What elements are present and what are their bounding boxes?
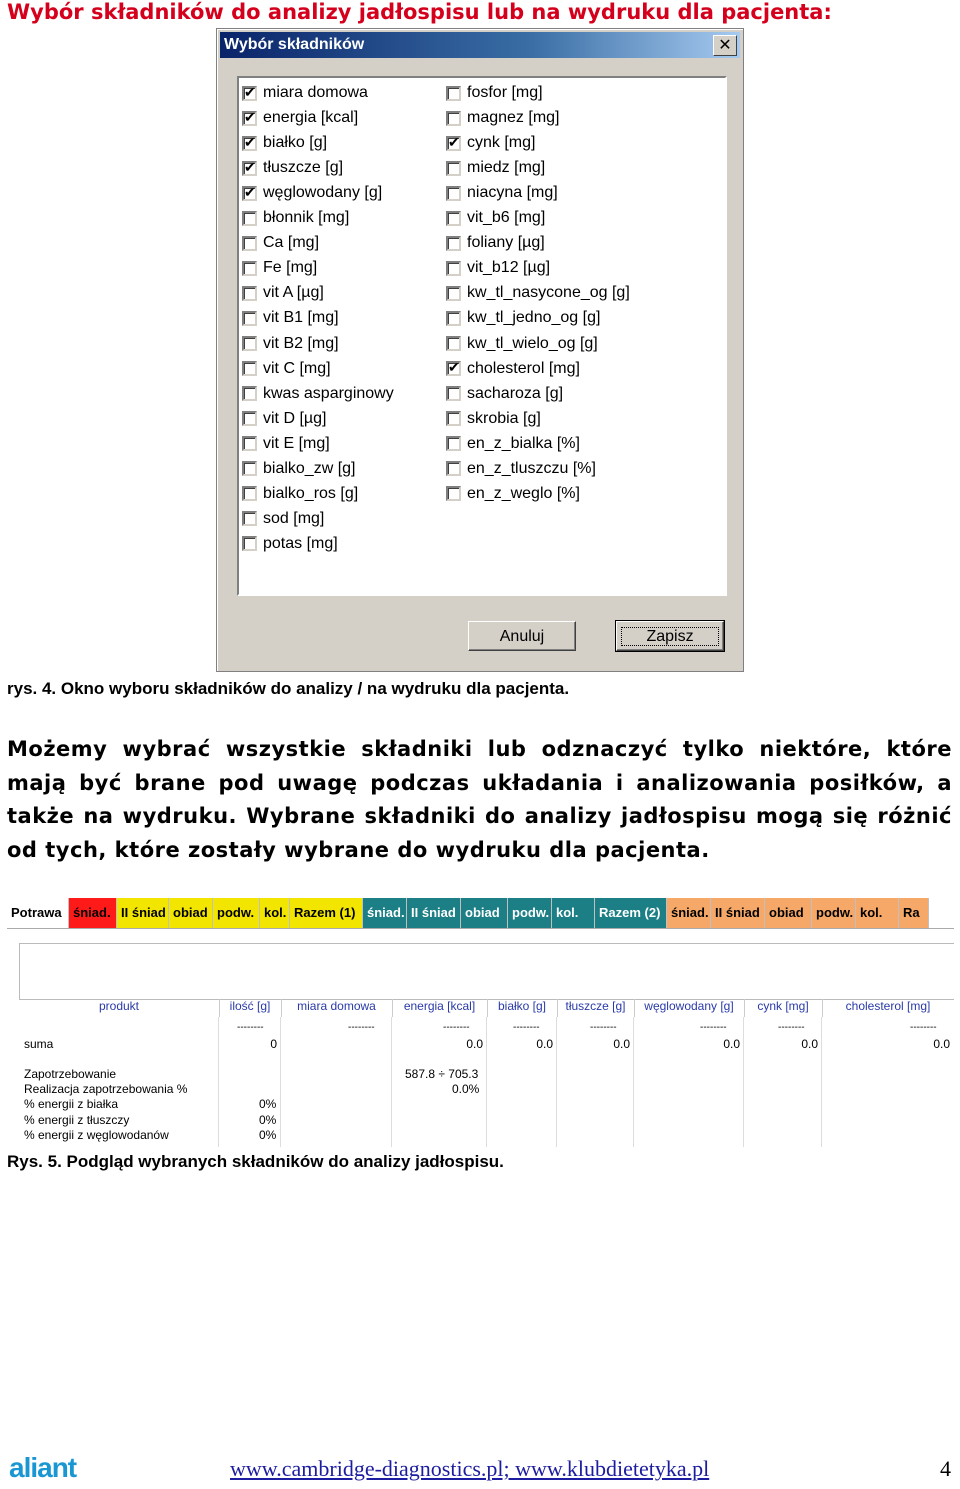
checkbox-label: skrobia [g]: [467, 409, 541, 427]
checkbox[interactable]: [242, 286, 257, 301]
meal-tab[interactable]: podw.: [812, 898, 856, 928]
checkbox-item[interactable]: [242, 533, 338, 555]
checkbox-item[interactable]: [242, 157, 343, 179]
checkbox[interactable]: [242, 236, 257, 251]
checkbox[interactable]: [446, 436, 461, 451]
checkbox[interactable]: [446, 311, 461, 326]
checkbox-item[interactable]: [446, 458, 596, 480]
meal-tab[interactable]: Razem (1): [290, 898, 363, 928]
meal-tab[interactable]: śniad.: [363, 898, 407, 928]
grid-line: [821, 1017, 822, 1147]
checkbox-label: vit C [mg]: [263, 359, 331, 377]
checkbox[interactable]: [446, 111, 461, 126]
checkbox-item[interactable]: [242, 333, 339, 355]
grid-line: [280, 1017, 281, 1147]
checkbox-label: cynk [mg]: [467, 134, 536, 152]
grid-line: [391, 1017, 392, 1147]
meal-tab[interactable]: podw.: [213, 898, 260, 928]
checkbox-item[interactable]: [242, 508, 324, 530]
checkbox[interactable]: [242, 86, 257, 101]
checkbox-label: sacharoza [g]: [467, 384, 564, 402]
checkbox[interactable]: [446, 361, 461, 376]
sum-value: 0.0: [613, 1037, 630, 1051]
checkbox-label: kw_tl_nasycone_og [g]: [467, 284, 630, 302]
checkbox-label: vit_b6 [mg]: [467, 209, 546, 227]
checkbox-item[interactable]: [446, 182, 558, 204]
checkbox-panel: [237, 76, 727, 596]
checkbox-item[interactable]: [242, 458, 356, 480]
zapotrzebowanie-label: Zapotrzebowanie: [24, 1067, 117, 1081]
meal-tab[interactable]: II śniad: [117, 898, 169, 928]
checkbox[interactable]: [446, 211, 461, 226]
checkbox[interactable]: [242, 436, 257, 451]
checkbox-item[interactable]: [446, 257, 550, 279]
column-header: miara domowa: [281, 999, 393, 1017]
checkbox[interactable]: [446, 286, 461, 301]
cancel-button[interactable]: Anuluj: [468, 621, 576, 651]
checkbox[interactable]: [242, 136, 257, 151]
figure-caption-4: rys. 4. Okno wyboru składników do analizy / na wydruku dla pacjenta.: [7, 679, 570, 698]
checkbox[interactable]: [242, 411, 257, 426]
sum-value: 0.0: [933, 1037, 950, 1051]
checkbox-label: kw_tl_jedno_og [g]: [467, 309, 601, 327]
meal-tab[interactable]: śniad.: [69, 898, 117, 928]
checkbox-item[interactable]: [242, 483, 358, 505]
column-separator: --------: [590, 1022, 617, 1033]
checkbox-label: białko [g]: [263, 134, 328, 152]
sum-value: 0.0: [723, 1037, 740, 1051]
checkbox[interactable]: [446, 261, 461, 276]
energy-fat-value: 0%: [259, 1113, 277, 1127]
checkbox[interactable]: [446, 186, 461, 201]
energy-protein-value: 0%: [259, 1097, 277, 1111]
checkbox-label: en_z_tluszczu [%]: [467, 459, 596, 477]
checkbox-item[interactable]: [446, 232, 545, 254]
checkbox[interactable]: [242, 511, 257, 526]
checkbox[interactable]: [446, 336, 461, 351]
save-button[interactable]: [616, 621, 724, 651]
realizacja-label: Realizacja zapotrzebowania %: [24, 1082, 188, 1096]
checkbox[interactable]: [446, 411, 461, 426]
checkbox-item[interactable]: [446, 207, 545, 229]
checkbox-label: vit E [mg]: [263, 434, 330, 452]
column-separator: --------: [237, 1022, 264, 1033]
energy-fat-label: % energii z tłuszczy: [24, 1113, 130, 1127]
checkbox-item[interactable]: [242, 182, 382, 204]
checkbox-item[interactable]: [446, 282, 630, 304]
checkbox[interactable]: [242, 261, 257, 276]
checkbox-item[interactable]: [446, 82, 543, 104]
checkbox-label: Fe [mg]: [263, 259, 318, 277]
energy-carb-label: % energii z węglowodanów: [24, 1128, 169, 1142]
realizacja-value: 0.0%: [452, 1082, 480, 1096]
column-separator: --------: [778, 1022, 805, 1033]
checkbox-label: cholesterol [mg]: [467, 359, 580, 377]
checkbox-item[interactable]: [242, 207, 349, 229]
checkbox-item[interactable]: [242, 82, 368, 104]
meal-tab[interactable]: II śniad: [407, 898, 461, 928]
checkbox[interactable]: [242, 486, 257, 501]
grid-line: [218, 1017, 219, 1147]
figure-caption-5: Rys. 5. Podgląd wybranych składników do analizy jadłospisu.: [7, 1152, 504, 1171]
checkbox[interactable]: [446, 486, 461, 501]
sum-value: 0: [270, 1037, 277, 1051]
checkbox-label: vit B1 [mg]: [263, 309, 339, 327]
checkbox-label: potas [mg]: [263, 534, 338, 552]
checkbox[interactable]: [446, 86, 461, 101]
checkbox-item[interactable]: [446, 157, 545, 179]
checkbox-item[interactable]: [242, 307, 339, 329]
close-icon[interactable]: ✕: [713, 35, 737, 56]
meal-tab[interactable]: podw.: [508, 898, 552, 928]
checkbox-label: fosfor [mg]: [467, 84, 543, 101]
checkbox-label: miara domowa: [263, 84, 368, 101]
grid-line: [633, 1017, 634, 1147]
column-header: cholesterol [mg]: [822, 999, 954, 1017]
column-header: energia [kcal]: [392, 999, 488, 1017]
column-header: białko [g]: [487, 999, 558, 1017]
column-separator: --------: [700, 1022, 727, 1033]
meal-tab[interactable]: obiad: [765, 898, 812, 928]
checkbox[interactable]: [242, 111, 257, 126]
checkbox-label: vit D [µg]: [263, 409, 327, 427]
checkbox-label: węglowodany [g]: [263, 184, 383, 202]
energy-carb-value: 0%: [259, 1128, 277, 1142]
checkbox-item[interactable]: [446, 132, 535, 154]
grid-blank-area: [19, 943, 954, 1000]
checkbox-label: vit B2 [mg]: [263, 334, 339, 352]
checkbox-label: tłuszcze [g]: [263, 159, 344, 177]
sum-value: 0.0: [536, 1037, 553, 1051]
meal-tab[interactable]: II śniad: [711, 898, 765, 928]
sum-label: suma: [24, 1037, 54, 1051]
page-heading: Wybór składników do analizy jadłospisu lub na wydruku dla pacjenta:: [7, 0, 832, 24]
checkbox-label: miedz [mg]: [467, 159, 546, 177]
checkbox-item[interactable]: [242, 358, 331, 380]
checkbox[interactable]: [446, 386, 461, 401]
grid-header: [19, 999, 954, 1017]
checkbox-label: en_z_bialka [%]: [467, 434, 580, 452]
checkbox-item[interactable]: [446, 408, 541, 430]
checkbox-label: en_z_weglo [%]: [467, 484, 580, 502]
dialog-title: Wybór składników: [224, 36, 365, 53]
checkbox-item[interactable]: [446, 333, 598, 355]
checkbox-item[interactable]: [446, 307, 600, 329]
meal-tab[interactable]: Potrawa: [7, 898, 69, 928]
column-separator: --------: [910, 1022, 937, 1033]
meal-tabs: [7, 898, 954, 928]
checkbox-label: bialko_ros [g]: [263, 484, 359, 502]
checkbox-label: foliany [µg]: [467, 234, 545, 252]
checkbox-label: vit_b12 [µg]: [467, 259, 551, 277]
body-paragraph: Możemy wybrać wszystkie składniki lub odznaczyć tylko niektóre, które mają być brane pod uwagę podczas układania i analizowania posiłków, a także na wydruku. Wybrane składniki do analizy jadłospisu mogą się różnić od tych, które zostały wybrane do wydruku dla pacjenta.: [7, 737, 952, 862]
checkbox[interactable]: [242, 386, 257, 401]
checkbox-item[interactable]: [242, 433, 330, 455]
checkbox-label: błonnik [mg]: [263, 209, 350, 227]
zapotrzebowanie-value: 587.8 ÷ 705.3: [405, 1067, 479, 1081]
checkbox[interactable]: [242, 461, 257, 476]
column-header: węglowodany [g]: [634, 999, 745, 1017]
checkbox-label: kwas asparginowy: [263, 384, 394, 402]
checkbox[interactable]: [242, 211, 257, 226]
checkbox-label: energia [kcal]: [263, 109, 359, 127]
checkbox[interactable]: [242, 536, 257, 551]
meal-tab[interactable]: Razem (2): [595, 898, 667, 928]
aliant-logo: aliant: [9, 1452, 77, 1483]
checkbox[interactable]: [446, 136, 461, 151]
checkbox-item[interactable]: [446, 107, 559, 129]
column-header: tłuszcze [g]: [557, 999, 635, 1017]
column-header: cynk [mg]: [744, 999, 823, 1017]
meal-tab[interactable]: Ra: [899, 898, 929, 928]
column-header: ilość [g]: [219, 999, 282, 1017]
meal-tab[interactable]: kol.: [260, 898, 290, 928]
checkbox[interactable]: [242, 161, 257, 176]
checkbox-label: Ca [mg]: [263, 234, 320, 252]
column-separator: --------: [443, 1022, 470, 1033]
checkbox-item[interactable]: [446, 483, 580, 505]
save-button-label: Zapisz: [621, 627, 718, 646]
checkbox-item[interactable]: [242, 282, 324, 304]
meal-tab[interactable]: obiad: [169, 898, 213, 928]
checkbox-label: vit A [µg]: [263, 284, 324, 302]
grid-line: [556, 1017, 557, 1147]
checkbox[interactable]: [242, 311, 257, 326]
checkbox[interactable]: [446, 236, 461, 251]
checkbox-label: niacyna [mg]: [467, 184, 558, 202]
column-separator: --------: [513, 1022, 540, 1033]
ingredient-selection-dialog: [216, 28, 744, 672]
analysis-grid: [7, 928, 954, 1147]
checkbox-item[interactable]: [446, 433, 580, 455]
dialog-titlebar[interactable]: [220, 32, 740, 58]
checkbox[interactable]: [242, 361, 257, 376]
checkbox[interactable]: [242, 186, 257, 201]
page-number: 4: [940, 1456, 951, 1481]
grid-line: [743, 1017, 744, 1147]
checkbox-label: bialko_zw [g]: [263, 459, 356, 477]
checkbox-item[interactable]: [446, 383, 563, 405]
sum-value: 0.0: [801, 1037, 818, 1051]
energy-protein-label: % energii z białka: [24, 1097, 119, 1111]
checkbox[interactable]: [242, 336, 257, 351]
checkbox[interactable]: [446, 461, 461, 476]
checkbox[interactable]: [446, 161, 461, 176]
checkbox-item[interactable]: [242, 232, 319, 254]
checkbox-item[interactable]: [242, 107, 358, 129]
checkbox-label: sod [mg]: [263, 509, 325, 527]
column-header: produkt: [19, 999, 220, 1017]
sum-value: 0.0: [466, 1037, 483, 1051]
checkbox-item[interactable]: [242, 132, 327, 154]
meal-tab[interactable]: śniad.: [667, 898, 711, 928]
checkbox-item[interactable]: [242, 408, 326, 430]
checkbox-item[interactable]: [242, 383, 394, 405]
meal-tab[interactable]: kol.: [552, 898, 595, 928]
meal-tab[interactable]: kol.: [856, 898, 899, 928]
checkbox-label: kw_tl_wielo_og [g]: [467, 334, 598, 352]
column-separator: --------: [348, 1022, 375, 1033]
checkbox-label: magnez [mg]: [467, 109, 560, 127]
checkbox-item[interactable]: [446, 358, 580, 380]
footer-website-link[interactable]: www.cambridge-diagnostics.pl; www.klubdietetyka.pl: [230, 1456, 710, 1481]
checkbox-item[interactable]: [242, 257, 317, 279]
grid-line: [486, 1017, 487, 1147]
meal-tab[interactable]: obiad: [461, 898, 508, 928]
